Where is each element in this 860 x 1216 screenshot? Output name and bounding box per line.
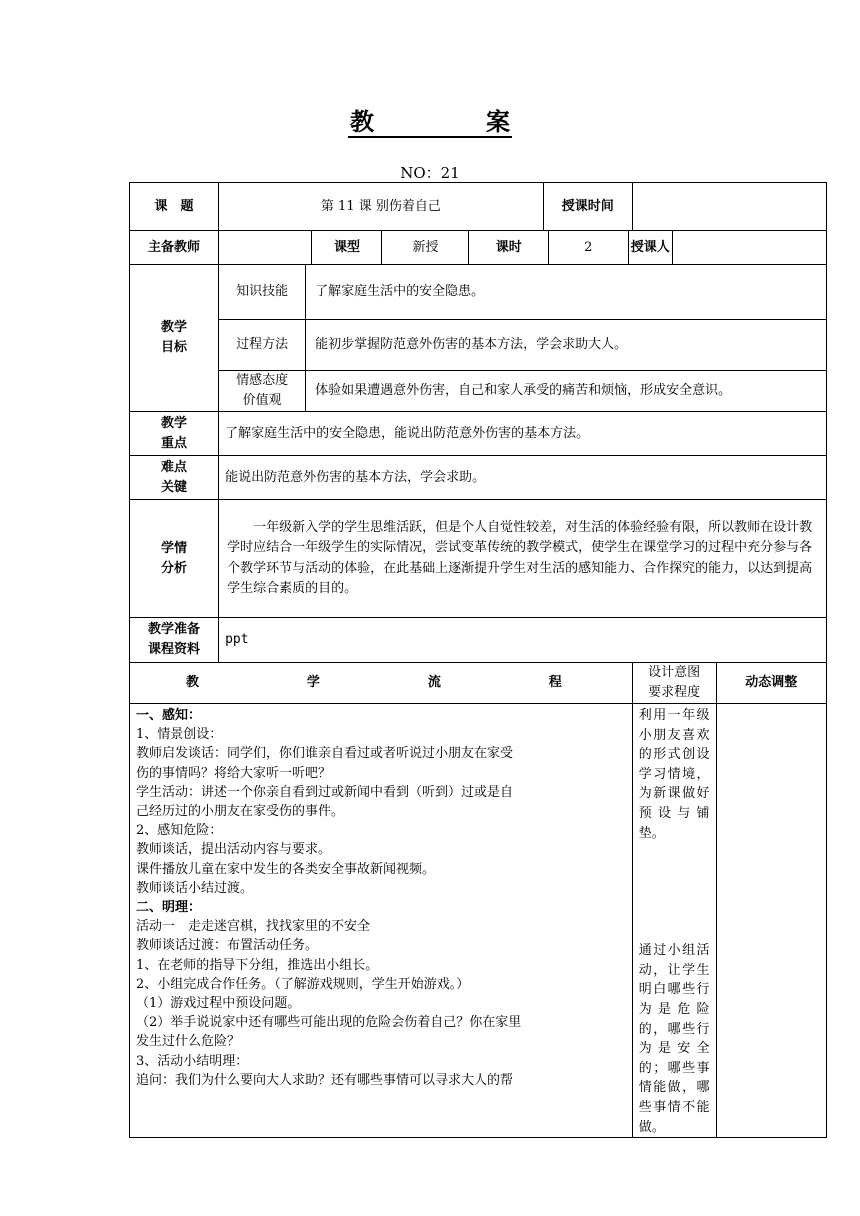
prep-label — [130, 618, 219, 663]
difficulty-label-line2: 关键 — [161, 479, 188, 495]
goal-name-line2: 价值观 — [242, 393, 282, 408]
row-meta — [130, 231, 827, 265]
flow-line: 课件播放儿童在家中发生的各类安全事故新闻视频。 — [136, 861, 436, 877]
lecturer-value — [673, 231, 827, 265]
row-flow-body — [130, 704, 827, 1138]
flow-line: 追问：我们为什么要向大人求助？还有哪些事情可以寻求大人的帮 — [136, 1072, 514, 1088]
flow-line: 教师谈话过渡：布置活动任务。 — [136, 938, 319, 954]
document-title — [348, 102, 512, 138]
lesson-plan-table — [129, 182, 827, 1138]
topic-value: 第 11 课 别伤着自己 — [219, 183, 544, 231]
analysis-text: 一年级新入学的学生思维活跃，但是个人自觉性较差，对生活的体验经验有限，所以教师在设计教学时应结合一年级学生的实际情况，尝试变革传统的教学模式，使学生在课堂学习的过程中充分参与各个教学环节与活动的体验，在此基础上逐渐提升学生对生活的感知能力、合作探究的能力，以达到提高学生综合素质的目的。 — [219, 500, 827, 618]
flow-header-char: 学 — [306, 675, 320, 690]
flow-line: 3、活动小结明理： — [136, 1053, 249, 1069]
difficulty-label — [130, 456, 219, 500]
flow-line: 教师谈话，提出活动内容与要求。 — [136, 842, 332, 858]
design-header-line2: 要求程度 — [648, 685, 701, 700]
hours-label: 课时 — [469, 231, 549, 265]
analysis-label — [130, 500, 219, 618]
goal-name: 知识技能 — [219, 265, 306, 320]
type-label: 课型 — [312, 231, 382, 265]
flow-line: 活动一 走走迷宫棋，找找家里的不安全 — [136, 919, 371, 935]
time-value — [632, 183, 826, 231]
prep-text: ppt — [219, 618, 827, 663]
flow-line: 己经历过的小朋友在家受伤的事件。 — [136, 804, 345, 820]
design-notes — [632, 704, 716, 1138]
flow-line: 教师启发谈话：同学们，你们谁亲自看过或者听说过小朋友在家受 — [136, 746, 514, 762]
adjust-cell — [716, 704, 826, 1138]
row-analysis — [130, 500, 827, 618]
row-key-point — [130, 412, 827, 456]
flow-line: 学生活动：讲述一个你亲自看到过或新闻中看到（听到）过或是自 — [136, 784, 514, 800]
goals-label — [130, 265, 219, 412]
difficulty-text: 能说出防范意外伤害的基本方法，学会求助。 — [219, 456, 827, 500]
flow-header — [130, 663, 633, 704]
analysis-label-line2: 分析 — [161, 560, 188, 576]
prep-label-line2: 课程资料 — [148, 642, 201, 657]
row-topic — [130, 183, 827, 231]
difficulty-label-line1: 难点 — [161, 459, 188, 475]
goal-name: 过程方法 — [219, 320, 306, 371]
hours-value: 2 — [549, 231, 629, 265]
topic-label: 课 题 — [130, 183, 219, 231]
flow-header-char: 程 — [548, 675, 562, 690]
flow-line: 一、感知： — [136, 708, 202, 723]
goals-label-line1: 教学 — [161, 320, 188, 335]
flow-header-char: 教 — [186, 675, 200, 690]
document-number: NO：21 — [400, 164, 460, 182]
design-header — [632, 663, 716, 704]
lecturer-label: 授课人 — [628, 231, 673, 265]
flow-line: 伤的事情吗？将给大家听一听吧？ — [136, 765, 332, 781]
prep-label-line1: 教学准备 — [148, 622, 201, 637]
goal-name — [219, 371, 306, 412]
analysis-label-line1: 学情 — [161, 540, 188, 556]
design-header-line1: 设计意图 — [648, 665, 701, 680]
goal-name-line1: 情感态度 — [236, 373, 289, 388]
flow-line: 1、在老师的指导下分组，推选出小组长。 — [136, 957, 379, 973]
teacher-value — [219, 231, 312, 265]
title-char-left: 教 — [350, 108, 374, 136]
flow-line: （1）游戏过程中预设问题。 — [136, 996, 301, 1012]
design-note: 利用一年级小朋友喜欢的形式创设学习情境，为新课做好预设与铺垫。 — [638, 708, 710, 841]
flow-content — [130, 704, 633, 1138]
design-note: 通过小组活动，让学生明白哪些行为是危险的，哪些行为是安全的；哪些事情能做，哪些事情不能做。 — [638, 943, 710, 1135]
key-point-label-line2: 重点 — [161, 435, 188, 451]
type-value: 新授 — [382, 231, 469, 265]
flow-line: 2、小组完成合作任务。（了解游戏规则，学生开始游戏。） — [136, 976, 470, 992]
flow-line: 2、感知危险： — [136, 823, 223, 839]
key-point-label-line1: 教学 — [161, 415, 188, 431]
row-goal-1 — [130, 265, 827, 320]
goals-label-line2: 目标 — [161, 340, 188, 355]
flow-line: 教师谈话小结过渡。 — [136, 880, 254, 896]
row-difficulty — [130, 456, 827, 500]
key-point-label — [130, 412, 219, 456]
adjust-header: 动态调整 — [716, 663, 826, 704]
flow-line: 发生过什么危险？ — [136, 1034, 241, 1050]
row-flow-header — [130, 663, 827, 704]
goal-text: 能初步掌握防范意外伤害的基本方法，学会求助大人。 — [306, 320, 827, 371]
flow-line: 1、情景创设： — [136, 727, 223, 743]
flow-header-char: 流 — [427, 675, 441, 690]
row-prep — [130, 618, 827, 663]
row-goal-2 — [130, 320, 827, 371]
row-goal-3 — [130, 371, 827, 412]
flow-line: 二、明理： — [136, 900, 202, 916]
flow-line: （2）举手说说家中还有哪些可能出现的危险会伤着自己？你在家里 — [136, 1015, 522, 1031]
goal-text: 了解家庭生活中的安全隐患。 — [306, 265, 827, 320]
goal-text: 体验如果遭遇意外伤害，自己和家人承受的痛苦和烦恼，形成安全意识。 — [306, 371, 827, 412]
teacher-label: 主备教师 — [130, 231, 219, 265]
time-label: 授课时间 — [543, 183, 632, 231]
title-char-right: 案 — [486, 108, 510, 136]
key-point-text: 了解家庭生活中的安全隐患，能说出防范意外伤害的基本方法。 — [219, 412, 827, 456]
design-note-spacer — [639, 843, 710, 941]
